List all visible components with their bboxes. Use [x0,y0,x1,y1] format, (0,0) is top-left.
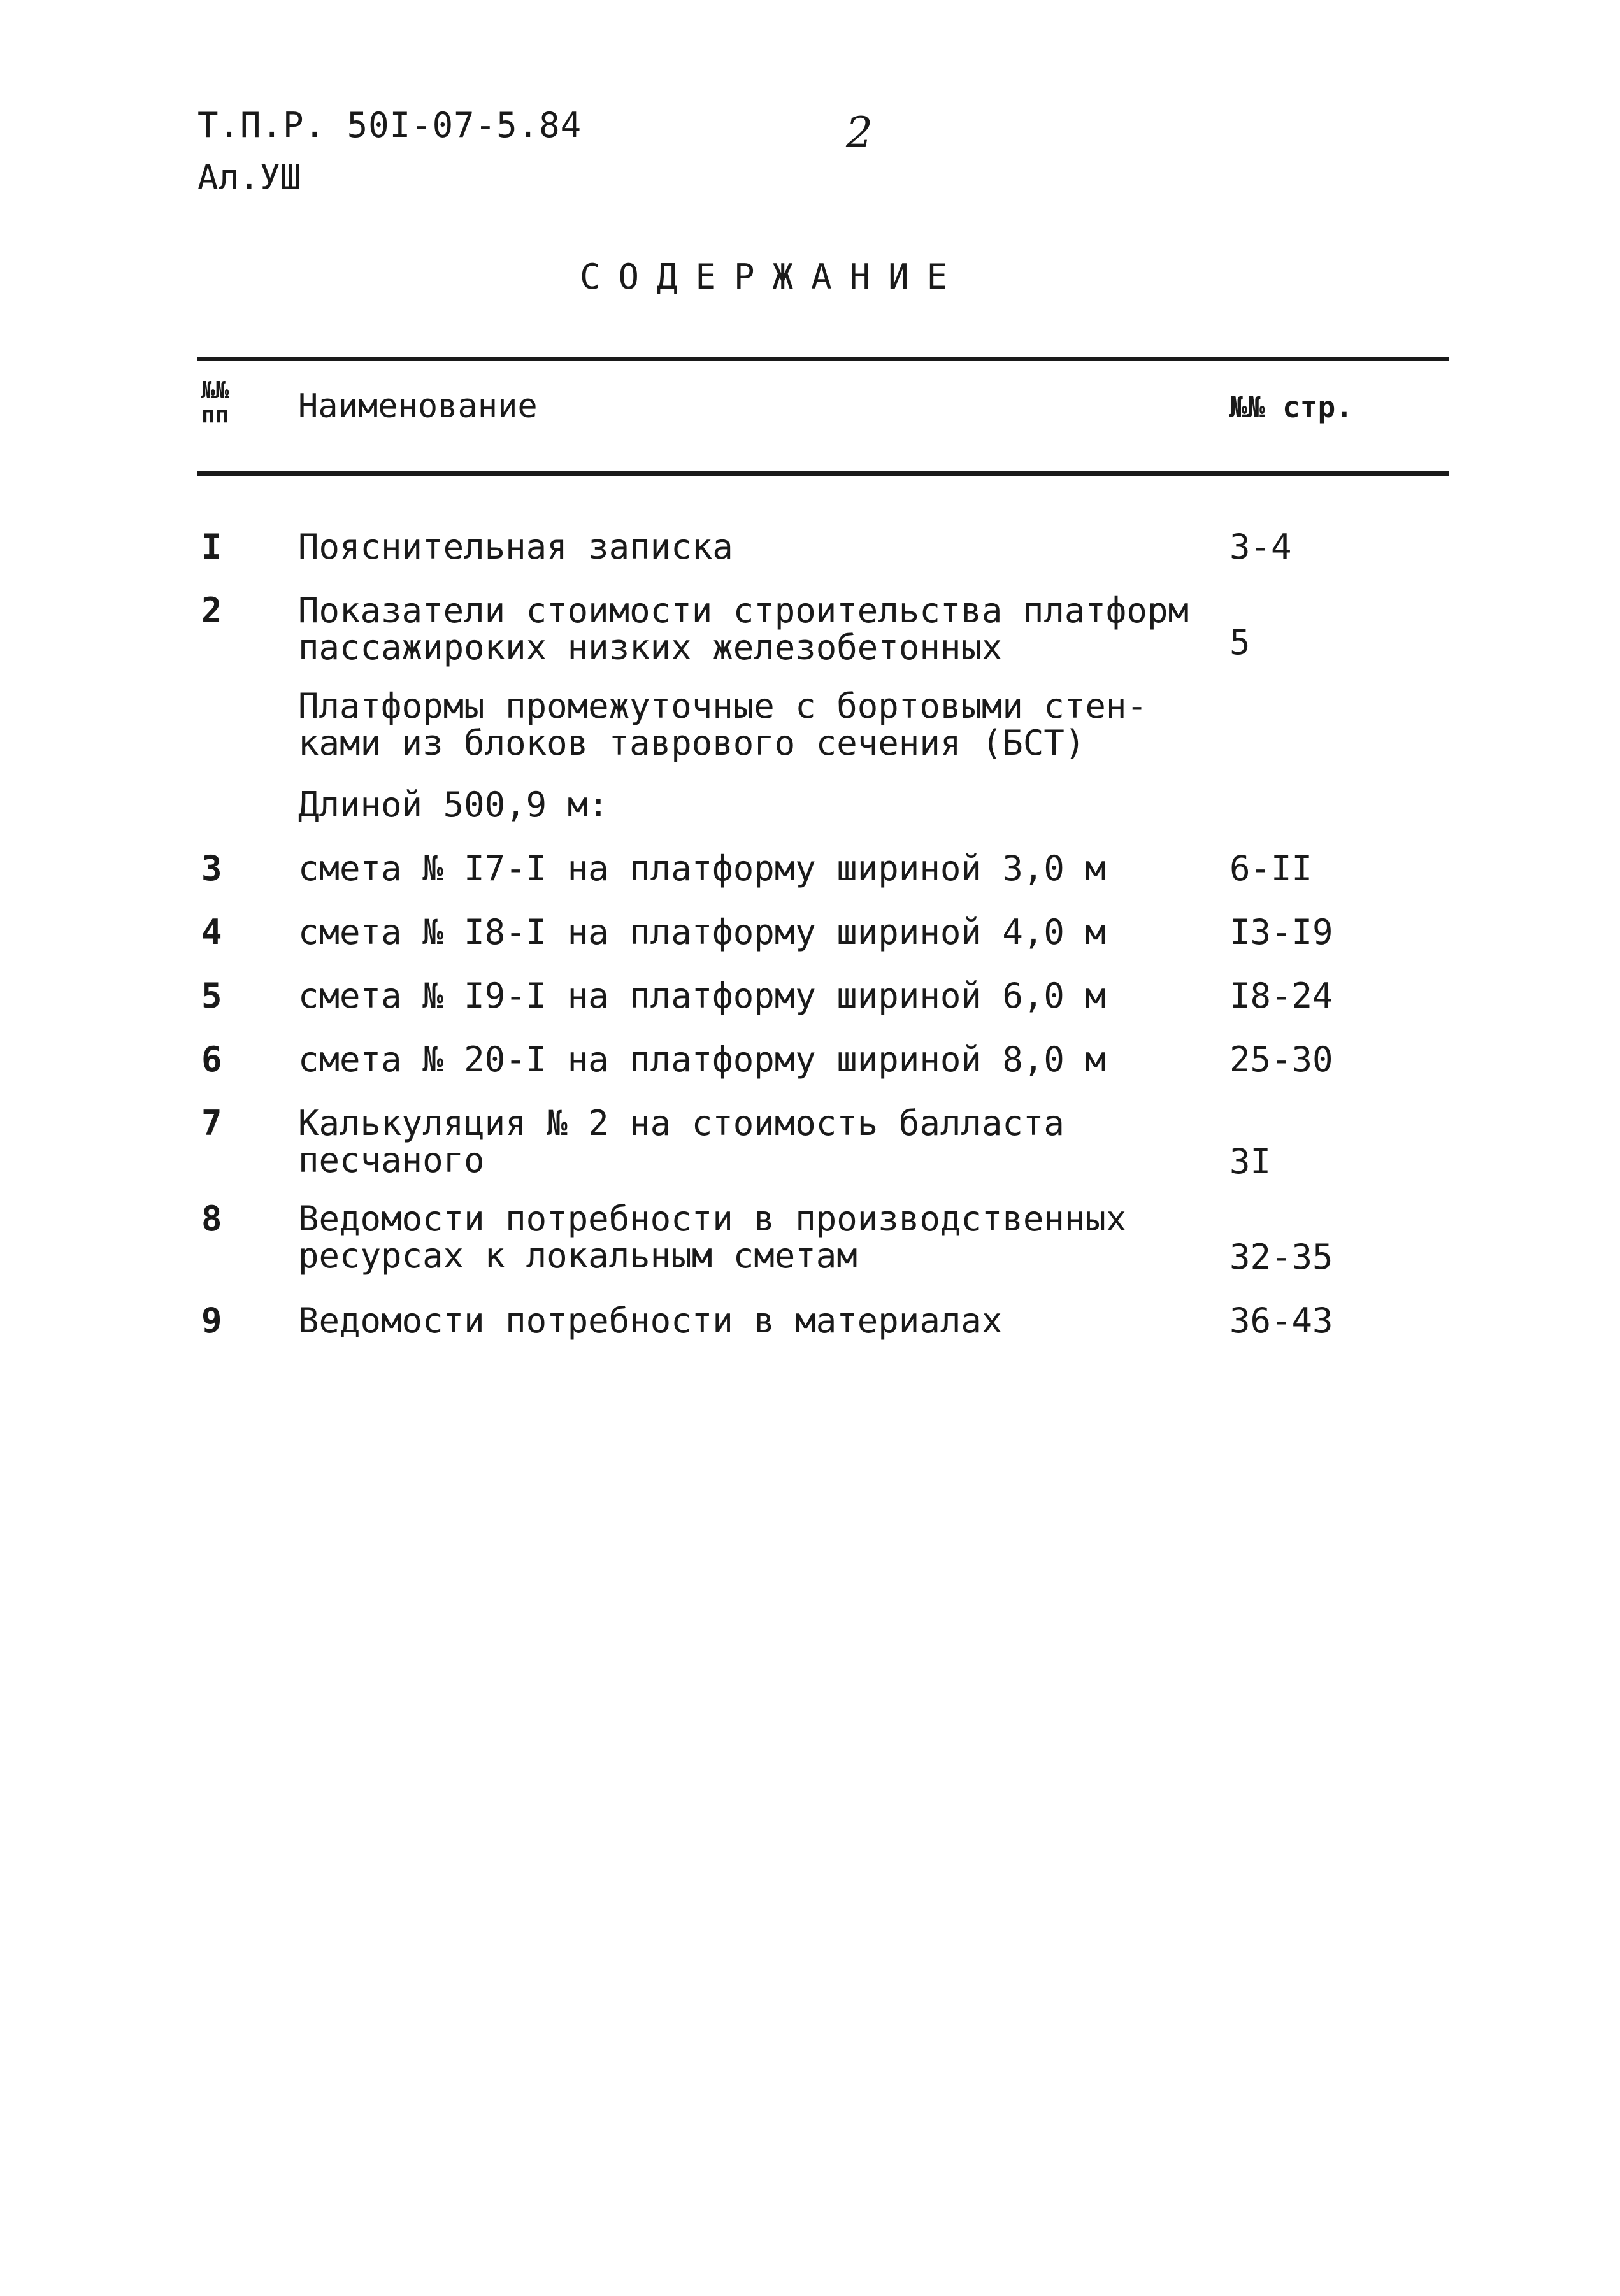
column-header-name: Наименование [298,387,538,425]
column-header-pages: №№ стр. [1229,390,1353,424]
row-number: 5 [201,976,222,1016]
row-title: смета № I9-I на платформу шириной 6,0 м [298,976,1106,1016]
row-number: I [201,527,222,567]
row-title: Ведомости потребности в производственных ресурсах к локальным сметам [298,1199,1127,1276]
row-title: Длиной 500,9 м: [298,785,609,825]
row-number: 3 [201,848,222,888]
page-number: 2 [846,108,873,157]
row-title: смета № 20-I на платформу шириной 8,0 м [298,1039,1106,1080]
page-title: СОДЕРЖАНИЕ [580,257,966,297]
row-number: 9 [201,1301,222,1341]
row-title: смета № I8-I на платформу шириной 4,0 м [298,912,1106,952]
row-title: Показатели стоимости строительства платформ пассажироких низких железобетонных [298,590,1189,667]
row-pages: 32-35 [1229,1237,1333,1277]
row-pages: 5 [1229,622,1251,662]
row-title: смета № I7-I на платформу шириной 3,0 м [298,848,1106,888]
row-number: 6 [201,1039,222,1080]
row-number: 2 [201,590,222,631]
row-number: 4 [201,912,222,952]
row-title: Платформы промежуточные с бортовыми стен- ками из блоков таврового сечения (БСТ) [298,686,1147,763]
document-code: Т.П.Р. 50I-07-5.84 [197,105,582,145]
row-number: 7 [201,1103,222,1143]
row-pages: 3I [1229,1141,1272,1181]
column-header-number-text: №№ пп [201,378,229,428]
column-header-number [201,379,229,427]
row-pages: I3-I9 [1229,912,1333,952]
row-title: Ведомости потребности в материалах [298,1301,1003,1341]
row-pages: I8-24 [1229,976,1333,1016]
row-pages: 6-II [1229,848,1313,888]
album-number: Ал.УШ [197,157,301,197]
row-title: Пояснительная записка [298,527,733,567]
row-title: Калькуляция № 2 на стоимость балласта песчаного [298,1103,1064,1180]
table-top-rule [197,357,1449,361]
row-number: 8 [201,1199,222,1239]
row-pages: 36-43 [1229,1301,1333,1341]
row-pages: 25-30 [1229,1039,1333,1080]
table-header-rule [197,471,1449,476]
row-pages: 3-4 [1229,527,1292,567]
